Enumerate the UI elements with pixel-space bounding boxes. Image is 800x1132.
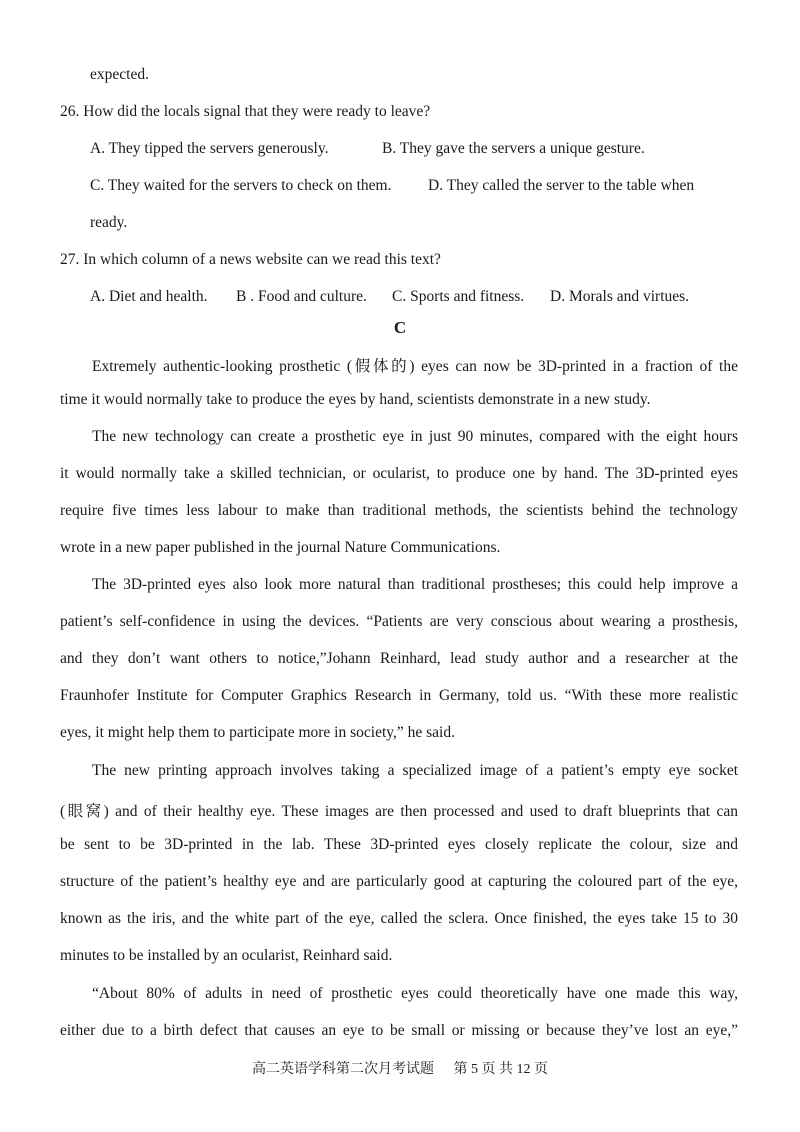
passage-p4-line-6: minutes to be installed by an ocularist, Reinhard said. [60, 947, 393, 964]
question-stem: How did the locals signal that they were ready to leave? [83, 103, 431, 120]
passage-p1-line-2: time it would normally take to produce the eyes by hand, scientists demonstrate in a new study. [60, 391, 651, 408]
passage-p3-line-3: and they don’t want others to notice,”Johann Reinhard, lead study author and a researcher at the [60, 650, 738, 667]
passage-p4-line-5: known as the iris, and the white part of the eye, called the sclera. Once finished, the eyes take 15 to 30 [60, 910, 738, 927]
passage-p5-line-2: either due to a birth defect that causes an eye to be small or missing or because they’ve lost an eye,” [60, 1022, 738, 1039]
question-number: 26. [60, 103, 80, 120]
passage-p4-line-3: be sent to be 3D-printed in the lab. These 3D-printed eyes closely replicate the colour, size and [60, 836, 738, 853]
passage-p1-line-1: Extremely authentic-looking prosthetic (假体的) eyes can now be 3D-printed in a fraction of the [92, 358, 738, 375]
q26-option-a[interactable]: A. They tipped the servers generously. [90, 140, 329, 157]
passage-p4-line-2: (眼窝) and of their healthy eye. These images are then processed and used to draft blueprints that can [60, 803, 738, 820]
question-number: 27. [60, 251, 80, 268]
passage-p3-line-1: The 3D-printed eyes also look more natural than traditional prostheses; this could help improve a [92, 576, 738, 593]
q27-options-row [0, 288, 800, 310]
question-26 [60, 103, 430, 121]
question-27 [60, 251, 441, 269]
passage-p4-line-4: structure of the patient’s healthy eye and are particularly good at capturing the coloured part of the eye, [60, 873, 738, 890]
passage-p2-line-1: The new technology can create a prosthetic eye in just 90 minutes, compared with the eight hours [92, 428, 738, 445]
q27-option-a[interactable]: A. Diet and health. [90, 288, 208, 305]
exam-title: 高二英语学科第二次月考试题 [252, 1062, 434, 1077]
passage-p5-line-1: “About 80% of adults in need of prosthetic eyes could theoretically have one made this way, [92, 985, 738, 1002]
previous-passage-end: expected. [90, 66, 149, 83]
passage-p2-line-4: wrote in a new paper published in the journal Nature Communications. [60, 539, 501, 556]
q26-option-d-continued: ready. [90, 214, 128, 231]
q26-option-c[interactable]: C. They waited for the servers to check on them. [90, 177, 392, 194]
page-number: 第 5 页 共 12 页 [453, 1062, 548, 1077]
passage-p3-line-5: eyes, it might help them to participate more in society,” he said. [60, 724, 455, 741]
q26-option-b[interactable]: B. They gave the servers a unique gesture. [382, 140, 645, 157]
q27-option-b[interactable]: B . Food and culture. [236, 288, 367, 305]
page-footer [0, 1058, 800, 1078]
passage-p2-line-2: it would normally take a skilled technician, or ocularist, to produce one by hand. The 3D-printed eyes [60, 465, 738, 482]
q26-options-row-1 [0, 140, 800, 162]
section-heading: C [393, 318, 407, 337]
question-stem: In which column of a news website can we read this text? [83, 251, 441, 268]
passage-p3-line-4: Fraunhofer Institute for Computer Graphics Research in Germany, told us. “With these more realistic [60, 687, 738, 704]
q27-option-d[interactable]: D. Morals and virtues. [550, 288, 690, 305]
q27-option-c[interactable]: C. Sports and fitness. [392, 288, 525, 305]
passage-p3-line-2: patient’s self-confidence in using the devices. “Patients are very conscious about wearing a prosthesis, [60, 613, 738, 630]
q26-option-d[interactable]: D. They called the server to the table when [428, 177, 695, 194]
q26-options-row-2 [0, 177, 800, 199]
passage-p4-line-1: The new printing approach involves taking a specialized image of a patient’s empty eye socket [92, 762, 738, 779]
passage-p2-line-3: require five times less labour to make than traditional methods, the scientists behind the technology [60, 502, 738, 519]
